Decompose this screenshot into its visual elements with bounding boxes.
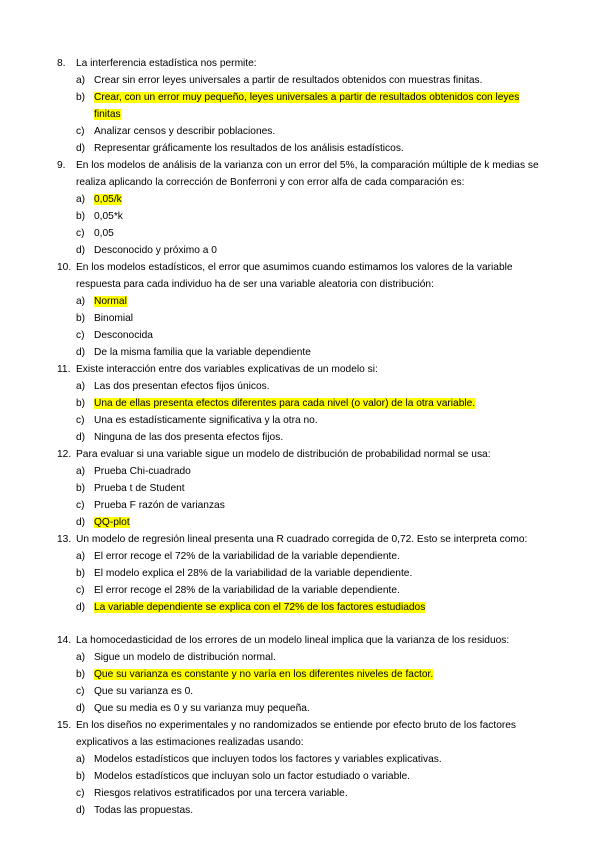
option-letter: d) xyxy=(76,432,86,443)
option-letter: a) xyxy=(76,194,86,205)
option-d xyxy=(76,802,547,819)
option-letter: a) xyxy=(76,652,86,663)
option-text: Ninguna de las dos presenta efectos fijos. xyxy=(94,432,284,443)
option-a xyxy=(76,463,547,480)
option-text: Prueba t de Student xyxy=(94,483,185,494)
option-text: Sigue un modelo de distribución normal. xyxy=(94,652,276,663)
question-number: 9. xyxy=(57,160,66,171)
question-text: Un modelo de regresión lineal presenta una R cuadrado corregida de 0,72. Esto se interpreta como: xyxy=(76,534,528,545)
answer-highlight: Crear, con un error muy pequeño, leyes universales a partir de resultados obtenidos con leyes finitas xyxy=(94,92,520,120)
option-text xyxy=(94,514,547,531)
option-text: Una es estadísticamente significativa y la otra no. xyxy=(94,415,318,426)
question-12 xyxy=(57,446,547,531)
question-number: 8. xyxy=(57,58,66,69)
option-text: Desconocida xyxy=(94,330,153,341)
option-letter: c) xyxy=(76,788,85,799)
option-letter: d) xyxy=(76,517,86,528)
answer-highlight: Normal xyxy=(94,296,127,307)
option-text: Las dos presentan efectos fijos únicos. xyxy=(94,381,270,392)
option-letter: c) xyxy=(76,585,85,596)
question-11 xyxy=(57,361,547,446)
option-letter: a) xyxy=(76,296,86,307)
option-letter: a) xyxy=(76,551,86,562)
option-a xyxy=(76,293,547,310)
option-letter: a) xyxy=(76,754,86,765)
option-a xyxy=(76,191,547,208)
option-text xyxy=(94,293,547,310)
option-c xyxy=(76,582,547,599)
option-letter: d) xyxy=(76,703,86,714)
option-text: Representar gráficamente los resultados de los análisis estadísticos. xyxy=(94,143,404,154)
option-letter: c) xyxy=(76,686,85,697)
option-text xyxy=(94,89,547,123)
option-letter: c) xyxy=(76,415,85,426)
option-text: El modelo explica el 28% de la variabilidad de la variable dependiente. xyxy=(94,568,413,579)
option-letter: b) xyxy=(76,211,86,222)
option-text: Crear sin error leyes universales a partir de resultados obtenidos con muestras finitas. xyxy=(94,75,483,86)
option-text: Prueba F razón de varianzas xyxy=(94,500,225,511)
option-a xyxy=(76,751,547,768)
option-letter: d) xyxy=(76,347,86,358)
option-d xyxy=(76,514,547,531)
question-number: 13. xyxy=(57,534,72,545)
question-number: 10. xyxy=(57,262,72,273)
option-letter: d) xyxy=(76,602,86,613)
option-letter: b) xyxy=(76,92,86,103)
option-letter: b) xyxy=(76,568,86,579)
question-text: En los diseños no experimentales y no randomizados se entiende por efecto bruto de los factores explicativos a las estimaciones realizadas usando: xyxy=(76,720,517,748)
question-8 xyxy=(57,55,547,157)
option-text: Todas las propuestas. xyxy=(94,805,194,816)
option-d xyxy=(76,242,547,259)
option-text: 0,05 xyxy=(94,228,114,239)
option-c xyxy=(76,412,547,429)
option-a xyxy=(76,649,547,666)
option-d xyxy=(76,700,547,717)
option-b xyxy=(76,768,547,785)
option-c xyxy=(76,327,547,344)
question-number: 14. xyxy=(57,635,72,646)
option-text xyxy=(94,599,547,616)
question-text: La homocedasticidad de los errores de un modelo lineal implica que la varianza de los residuos: xyxy=(76,635,510,646)
option-c xyxy=(76,497,547,514)
question-13 xyxy=(57,531,547,616)
option-letter: b) xyxy=(76,398,86,409)
option-text: Modelos estadísticos que incluyan solo un factor estudiado o variable. xyxy=(94,771,411,782)
answer-highlight: Que su varianza es constante y no varía en los diferentes niveles de factor. xyxy=(94,669,434,680)
option-letter: a) xyxy=(76,75,86,86)
option-text: Que su varianza es 0. xyxy=(94,686,194,697)
option-letter: b) xyxy=(76,669,86,680)
question-10 xyxy=(57,259,547,361)
option-b xyxy=(76,666,547,683)
option-a xyxy=(76,548,547,565)
question-text: Para evaluar si una variable sigue un modelo de distribución de probabilidad normal se usa: xyxy=(76,449,491,460)
option-letter: c) xyxy=(76,500,85,511)
option-d xyxy=(76,599,547,616)
option-text: Prueba Chi-cuadrado xyxy=(94,466,191,477)
option-text xyxy=(94,395,547,412)
option-letter: b) xyxy=(76,771,86,782)
option-d xyxy=(76,344,547,361)
option-letter: c) xyxy=(76,126,85,137)
question-text: En los modelos estadísticos, el error que asumimos cuando estimamos los valores de la variable respuesta para cada individuo ha de ser una variable aleatoria con distribución: xyxy=(76,262,513,290)
option-text: Analizar censos y describir poblaciones. xyxy=(94,126,276,137)
answer-highlight: La variable dependiente se explica con el 72% de los factores estudiados xyxy=(94,602,426,613)
option-b xyxy=(76,310,547,327)
question-14 xyxy=(57,632,547,717)
option-text: Riesgos relativos estratificados por una tercera variable. xyxy=(94,788,348,799)
question-text: Existe interacción entre dos variables explicativas de un modelo si: xyxy=(76,364,378,375)
option-letter: a) xyxy=(76,466,86,477)
question-text: En los modelos de análisis de la varianza con un error del 5%, la comparación múltiple de k medias se realiza aplicando la corrección de Bonferroni y con error alfa de cada comparación es: xyxy=(76,160,539,188)
option-letter: b) xyxy=(76,313,86,324)
option-letter: d) xyxy=(76,143,86,154)
option-c xyxy=(76,123,547,140)
option-text: Desconocido y próximo a 0 xyxy=(94,245,217,256)
question-number: 15. xyxy=(57,720,72,731)
question-number: 12. xyxy=(57,449,72,460)
option-d xyxy=(76,140,547,157)
option-a xyxy=(76,72,547,89)
option-letter: c) xyxy=(76,228,85,239)
option-text: Que su media es 0 y su varianza muy pequeña. xyxy=(94,703,310,714)
option-text xyxy=(94,666,547,683)
option-c xyxy=(76,225,547,242)
option-text: Binomial xyxy=(94,313,134,324)
option-a xyxy=(76,378,547,395)
option-text: De la misma familia que la variable dependiente xyxy=(94,347,311,358)
option-c xyxy=(76,683,547,700)
answer-highlight: QQ-plot xyxy=(94,517,130,528)
option-letter: d) xyxy=(76,245,86,256)
option-b xyxy=(76,480,547,497)
option-letter: c) xyxy=(76,330,85,341)
option-b xyxy=(76,565,547,582)
option-b xyxy=(76,89,547,123)
answer-highlight: 0,05/k xyxy=(94,194,122,205)
option-letter: b) xyxy=(76,483,86,494)
option-text: 0,05*k xyxy=(94,211,123,222)
option-c xyxy=(76,785,547,802)
option-b xyxy=(76,395,547,412)
option-text: Modelos estadísticos que incluyen todos los factores y variables explicativas. xyxy=(94,754,442,765)
option-b xyxy=(76,208,547,225)
question-15 xyxy=(57,717,547,819)
question-number: 11. xyxy=(57,364,71,375)
option-d xyxy=(76,429,547,446)
question-9 xyxy=(57,157,547,259)
option-text: El error recoge el 72% de la variabilidad de la variable dependiente. xyxy=(94,551,400,562)
option-text xyxy=(94,191,547,208)
option-letter: a) xyxy=(76,381,86,392)
option-letter: d) xyxy=(76,805,86,816)
answer-highlight: Una de ellas presenta efectos diferentes para cada nivel (o valor) de la otra variable. xyxy=(94,398,476,409)
option-text: El error recoge el 28% de la variabilidad de la variable dependiente. xyxy=(94,585,400,596)
question-text: La interferencia estadística nos permite: xyxy=(76,58,257,69)
